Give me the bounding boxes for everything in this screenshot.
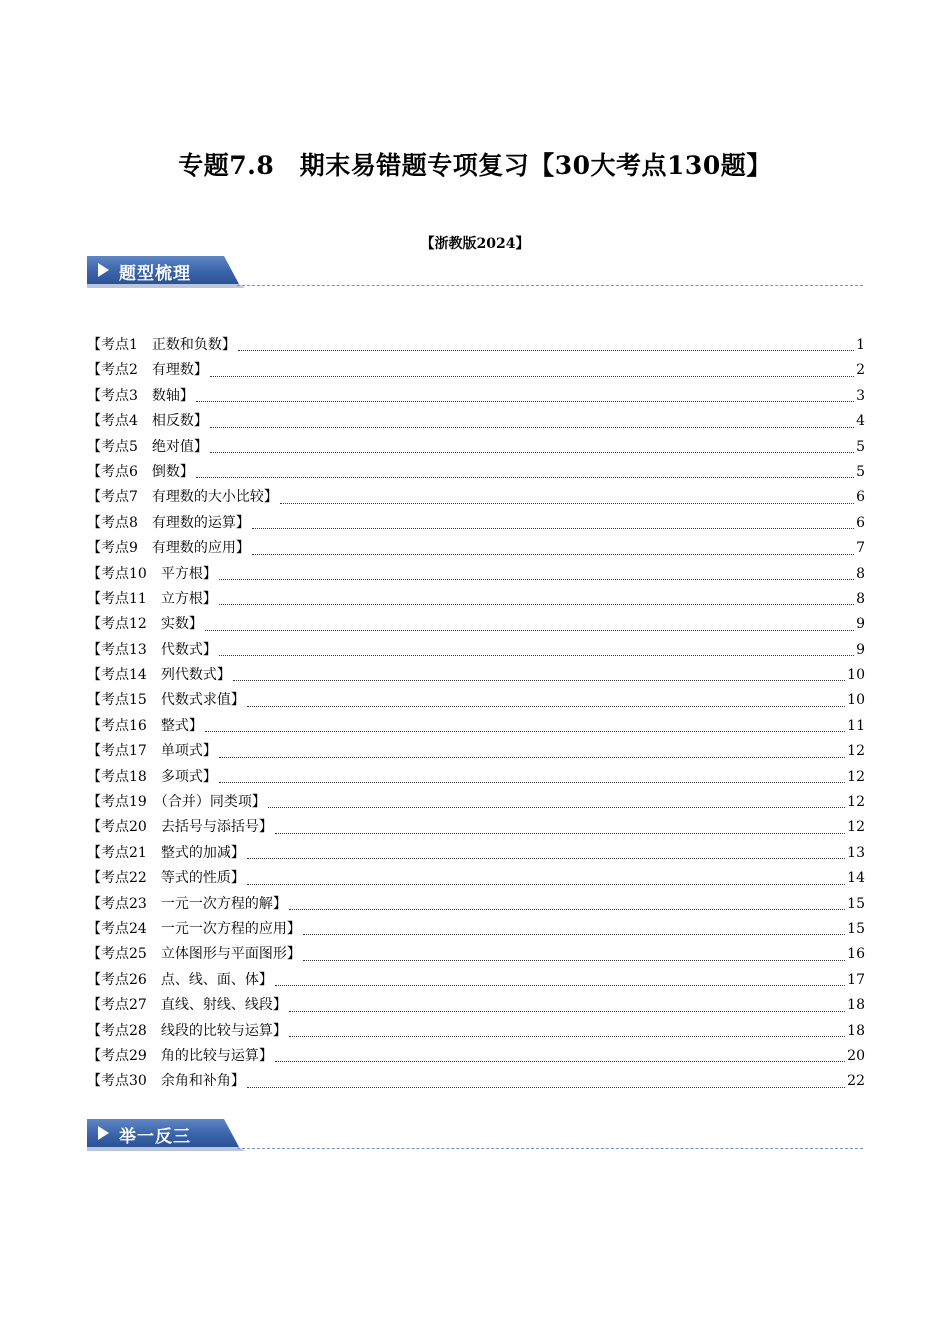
toc-leader-dots — [252, 527, 854, 529]
toc-entry-page: 20 — [847, 1047, 865, 1064]
toc-leader-dots — [247, 705, 845, 707]
toc-entry[interactable] — [87, 968, 865, 993]
toc-leader-dots — [280, 502, 854, 504]
toc-leader-dots — [219, 603, 854, 605]
toc-leader-dots — [303, 959, 845, 961]
toc-entry-label: 【考点26 点、线、面、体】 — [87, 971, 273, 988]
toc-entry[interactable] — [87, 1044, 865, 1069]
toc-entry-label: 【考点18 多项式】 — [87, 768, 217, 785]
toc-entry-label: 【考点27 直线、射线、线段】 — [87, 997, 287, 1014]
toc-leader-dots — [219, 654, 854, 656]
toc-entry[interactable] — [87, 1069, 865, 1094]
toc-entry[interactable] — [87, 1019, 865, 1044]
toc-leader-dots — [275, 1060, 845, 1062]
toc-entry-label: 【考点4 相反数】 — [87, 413, 208, 430]
toc-leader-dots — [196, 400, 854, 402]
toc-leader-dots — [247, 857, 845, 859]
toc-entry-label: 【考点16 整式】 — [87, 717, 203, 734]
toc-entry-page: 9 — [856, 641, 865, 658]
toc-leader-dots — [210, 375, 854, 377]
play-arrow-icon — [98, 1126, 109, 1140]
toc-entry[interactable] — [87, 841, 865, 866]
toc-entry[interactable] — [87, 333, 865, 358]
play-arrow-icon — [98, 263, 109, 277]
toc-entry[interactable] — [87, 511, 865, 536]
toc-leader-dots — [205, 730, 845, 732]
toc-entry[interactable] — [87, 384, 865, 409]
toc-entry-label: 【考点17 单项式】 — [87, 743, 217, 760]
toc-entry[interactable] — [87, 485, 865, 510]
toc-entry-page: 9 — [856, 616, 865, 633]
toc-entry[interactable] — [87, 892, 865, 917]
toc-entry-page: 12 — [847, 743, 865, 760]
toc-entry[interactable] — [87, 917, 865, 942]
toc-entry[interactable] — [87, 714, 865, 739]
section-banner-toc — [87, 256, 863, 288]
toc-entry[interactable] — [87, 612, 865, 637]
toc-leader-dots — [210, 426, 854, 428]
toc-entry-label: 【考点14 列代数式】 — [87, 667, 231, 684]
toc-entry[interactable] — [87, 815, 865, 840]
toc-entry-page: 15 — [847, 920, 865, 937]
toc-entry-page: 6 — [856, 514, 865, 531]
toc-leader-dots — [289, 1010, 845, 1012]
table-of-contents — [87, 333, 865, 1095]
dashed-rule — [237, 1148, 863, 1149]
toc-entry[interactable] — [87, 942, 865, 967]
toc-entry-label: 【考点12 实数】 — [87, 616, 203, 633]
banner-shadow — [87, 1147, 245, 1151]
toc-entry-page: 22 — [847, 1073, 865, 1090]
toc-leader-dots — [233, 679, 845, 681]
section-heading-examples: 举一反三 — [119, 1127, 191, 1147]
toc-leader-dots — [247, 1086, 845, 1088]
toc-entry-label: 【考点11 立方根】 — [87, 590, 217, 607]
toc-entry-page: 12 — [847, 794, 865, 811]
toc-entry-label: 【考点13 代数式】 — [87, 641, 217, 658]
toc-entry-label: 【考点28 线段的比较与运算】 — [87, 1022, 287, 1039]
toc-leader-dots — [275, 984, 845, 986]
toc-entry-label: 【考点1 正数和负数】 — [87, 337, 236, 353]
toc-entry-page: 11 — [847, 717, 865, 734]
toc-leader-dots — [268, 806, 845, 808]
toc-entry-label: 【考点20 去括号与添括号】 — [87, 819, 273, 836]
toc-entry-page: 6 — [856, 489, 865, 506]
toc-entry-page: 5 — [856, 463, 865, 480]
toc-entry-page: 10 — [847, 692, 865, 709]
banner-shadow — [87, 284, 245, 288]
toc-entry-page: 18 — [847, 1022, 865, 1039]
toc-entry-page: 8 — [856, 590, 865, 607]
section-banner-examples — [87, 1119, 863, 1151]
toc-entry[interactable] — [87, 358, 865, 383]
toc-entry-page: 4 — [856, 413, 865, 430]
toc-entry-page: 3 — [856, 387, 865, 404]
toc-entry-label: 【考点2 有理数】 — [87, 362, 208, 379]
toc-entry-label: 【考点7 有理数的大小比较】 — [87, 489, 278, 506]
toc-entry[interactable] — [87, 688, 865, 713]
toc-leader-dots — [247, 883, 845, 885]
toc-entry-label: 【考点25 立体图形与平面图形】 — [87, 946, 301, 963]
toc-entry-label: 【考点9 有理数的应用】 — [87, 540, 250, 557]
toc-entry-page: 14 — [847, 870, 865, 887]
toc-entry[interactable] — [87, 739, 865, 764]
toc-leader-dots — [196, 476, 854, 478]
toc-entry[interactable] — [87, 435, 865, 460]
toc-entry-page: 10 — [847, 667, 865, 684]
toc-entry[interactable] — [87, 765, 865, 790]
toc-entry[interactable] — [87, 993, 865, 1018]
toc-entry-page: 12 — [847, 768, 865, 785]
toc-entry[interactable] — [87, 587, 865, 612]
toc-entry-page: 17 — [847, 971, 865, 988]
toc-entry-page: 15 — [847, 895, 865, 912]
toc-entry-page: 1 — [856, 337, 865, 353]
toc-entry-label: 【考点21 整式的加减】 — [87, 844, 245, 861]
toc-entry-label: 【考点5 绝对值】 — [87, 438, 208, 455]
toc-entry-page: 12 — [847, 819, 865, 836]
toc-entry-page: 7 — [856, 540, 865, 557]
toc-entry[interactable] — [87, 790, 865, 815]
toc-entry-label: 【考点24 一元一次方程的应用】 — [87, 920, 301, 937]
toc-leader-dots — [252, 553, 854, 555]
toc-entry[interactable] — [87, 638, 865, 663]
toc-entry-label: 【考点8 有理数的运算】 — [87, 514, 250, 531]
toc-leader-dots — [219, 781, 845, 783]
toc-entry-page: 5 — [856, 438, 865, 455]
toc-entry[interactable] — [87, 663, 865, 688]
toc-leader-dots — [275, 832, 845, 834]
toc-entry[interactable] — [87, 536, 865, 561]
toc-leader-dots — [303, 933, 845, 935]
toc-entry-label: 【考点23 一元一次方程的解】 — [87, 895, 287, 912]
toc-leader-dots — [219, 578, 854, 580]
document-title: 专题7.8 期末易错题专项复习【30大考点130题】 — [178, 151, 772, 180]
toc-entry-label: 【考点10 平方根】 — [87, 565, 217, 582]
toc-entry-label: 【考点3 数轴】 — [87, 387, 194, 404]
dashed-rule — [237, 285, 863, 286]
toc-leader-dots — [238, 349, 854, 351]
toc-leader-dots — [289, 1035, 845, 1037]
toc-leader-dots — [289, 908, 845, 910]
toc-entry[interactable] — [87, 460, 865, 485]
toc-leader-dots — [219, 756, 845, 758]
toc-entry-page: 13 — [847, 844, 865, 861]
toc-entry-label: 【考点19 （合并）同类项】 — [87, 794, 266, 811]
toc-entry-page: 16 — [847, 946, 865, 963]
section-heading-toc: 题型梳理 — [119, 264, 191, 284]
toc-entry-label: 【考点29 角的比较与运算】 — [87, 1047, 273, 1064]
toc-entry-label: 【考点22 等式的性质】 — [87, 870, 245, 887]
toc-entry[interactable] — [87, 866, 865, 891]
toc-entry-label: 【考点30 余角和补角】 — [87, 1073, 245, 1090]
toc-entry[interactable] — [87, 409, 865, 434]
toc-entry-page: 8 — [856, 565, 865, 582]
toc-entry-label: 【考点6 倒数】 — [87, 463, 194, 480]
toc-entry-page: 2 — [856, 362, 865, 379]
toc-leader-dots — [210, 451, 854, 453]
toc-leader-dots — [205, 629, 854, 631]
edition-label: 【浙教版2024】 — [420, 236, 530, 252]
toc-entry-label: 【考点15 代数式求值】 — [87, 692, 245, 709]
toc-entry[interactable] — [87, 562, 865, 587]
toc-entry-page: 18 — [847, 997, 865, 1014]
